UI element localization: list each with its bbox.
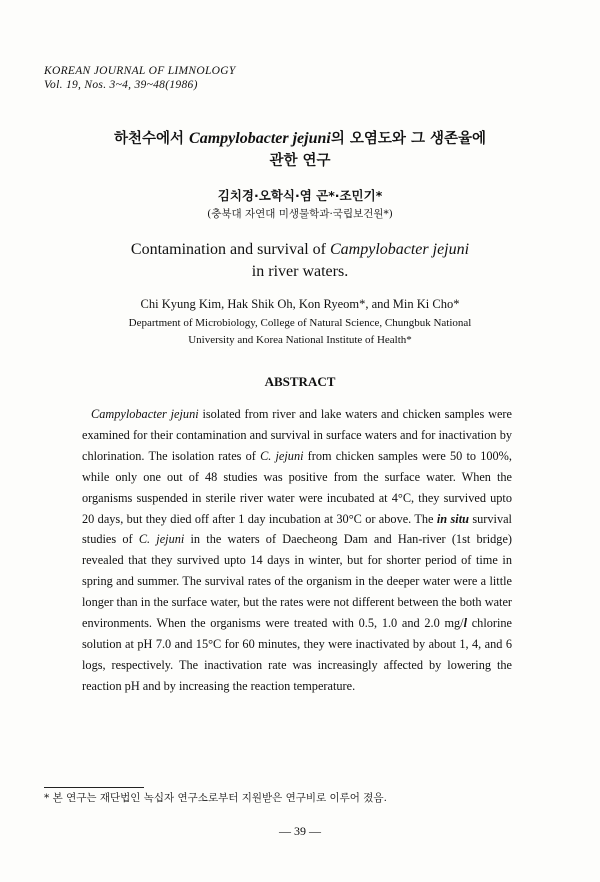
journal-header (44, 64, 236, 92)
abstract-text-3: survival studies of (82, 511, 512, 547)
abstract-body (82, 404, 512, 697)
abstract-in-situ: in situ (436, 511, 469, 526)
korean-title-post: 의 오염도와 그 생존율에 (330, 131, 487, 147)
abstract-species-1: Campylobacter jejuni (91, 407, 199, 421)
korean-title-pre: 하천수에서 (113, 131, 190, 147)
english-title-line2: in river waters. (251, 263, 349, 280)
korean-title-line1 (0, 127, 600, 148)
english-title-pre: Contamination and survival of (130, 241, 330, 258)
abstract-text-5: chlorine solution at pH 7.0 and 15°C for 60 minutes, they were inactivated by about 1, 4, and 6 logs, respectively. The inactivation rate was increasingly affected by lowering the reaction pH and by increasing the reaction temperature. (82, 616, 512, 693)
korean-title-line2: 관한 연구 (269, 153, 331, 169)
page-number: — 39 — (279, 824, 321, 838)
abstract-text-2: from chicken samples were 50 to 100%, while only one out of 48 studies was positive from the surface water. When the organisms suspended in sterile river water were incubated at 4°C, they survived upto 20 days, but they died off after 1 day incubation at 30°C or above. The (82, 448, 512, 526)
abstract-text-4: in the waters of Daecheong Dam and Han-river (1st bridge) revealed that they survived upto 14 days in winter, but for shorter period of time in spring and summer. The survival rates of the organism in the deeper water were a little longer than in the surface water, but the rates were not different between the both water environments. When the organisms were treated with 0.5, 1.0 and 2.0 mg/ (82, 532, 512, 631)
abstract-text-1: isolated from river and lake waters and chicken samples were examined for their contamination and survival in surface waters and for inactivation by chlorination. The isolation rates of (82, 407, 512, 463)
korean-affiliation: (충북대 자연대 미생물학과·국립보건원*) (207, 208, 393, 220)
abstract-species-2: C. jejuni (260, 448, 304, 463)
journal-name: KOREAN JOURNAL OF LIMNOLOGY (44, 65, 236, 77)
korean-authors: 김치경·오학식·염 곤*·조민기* (217, 188, 383, 203)
abstract-species-3: C. jejuni (138, 532, 185, 547)
journal-volume: Vol. 19, Nos. 3~4, 39~48(1986) (44, 79, 198, 91)
english-authors: Chi Kyung Kim, Hak Shik Oh, Kon Ryeom*, and Min Ki Cho* (140, 297, 460, 311)
department-line2: University and Korea National Institute of Health* (188, 334, 412, 346)
abstract-unit: l (463, 616, 467, 631)
english-title-species: Campylobacter jejuni (329, 241, 470, 258)
footnote-rule (44, 787, 144, 788)
english-title-line1 (0, 241, 600, 259)
footnote: * 본 연구는 재단법인 녹십자 연구소로부터 지원받은 연구비로 이루어 졌음. (44, 792, 387, 804)
korean-title-species: Campylobacter jejuni (189, 130, 331, 147)
abstract-heading: ABSTRACT (264, 374, 336, 389)
department-line1: Department of Microbiology, College of Natural Science, Chungbuk National (128, 317, 472, 329)
